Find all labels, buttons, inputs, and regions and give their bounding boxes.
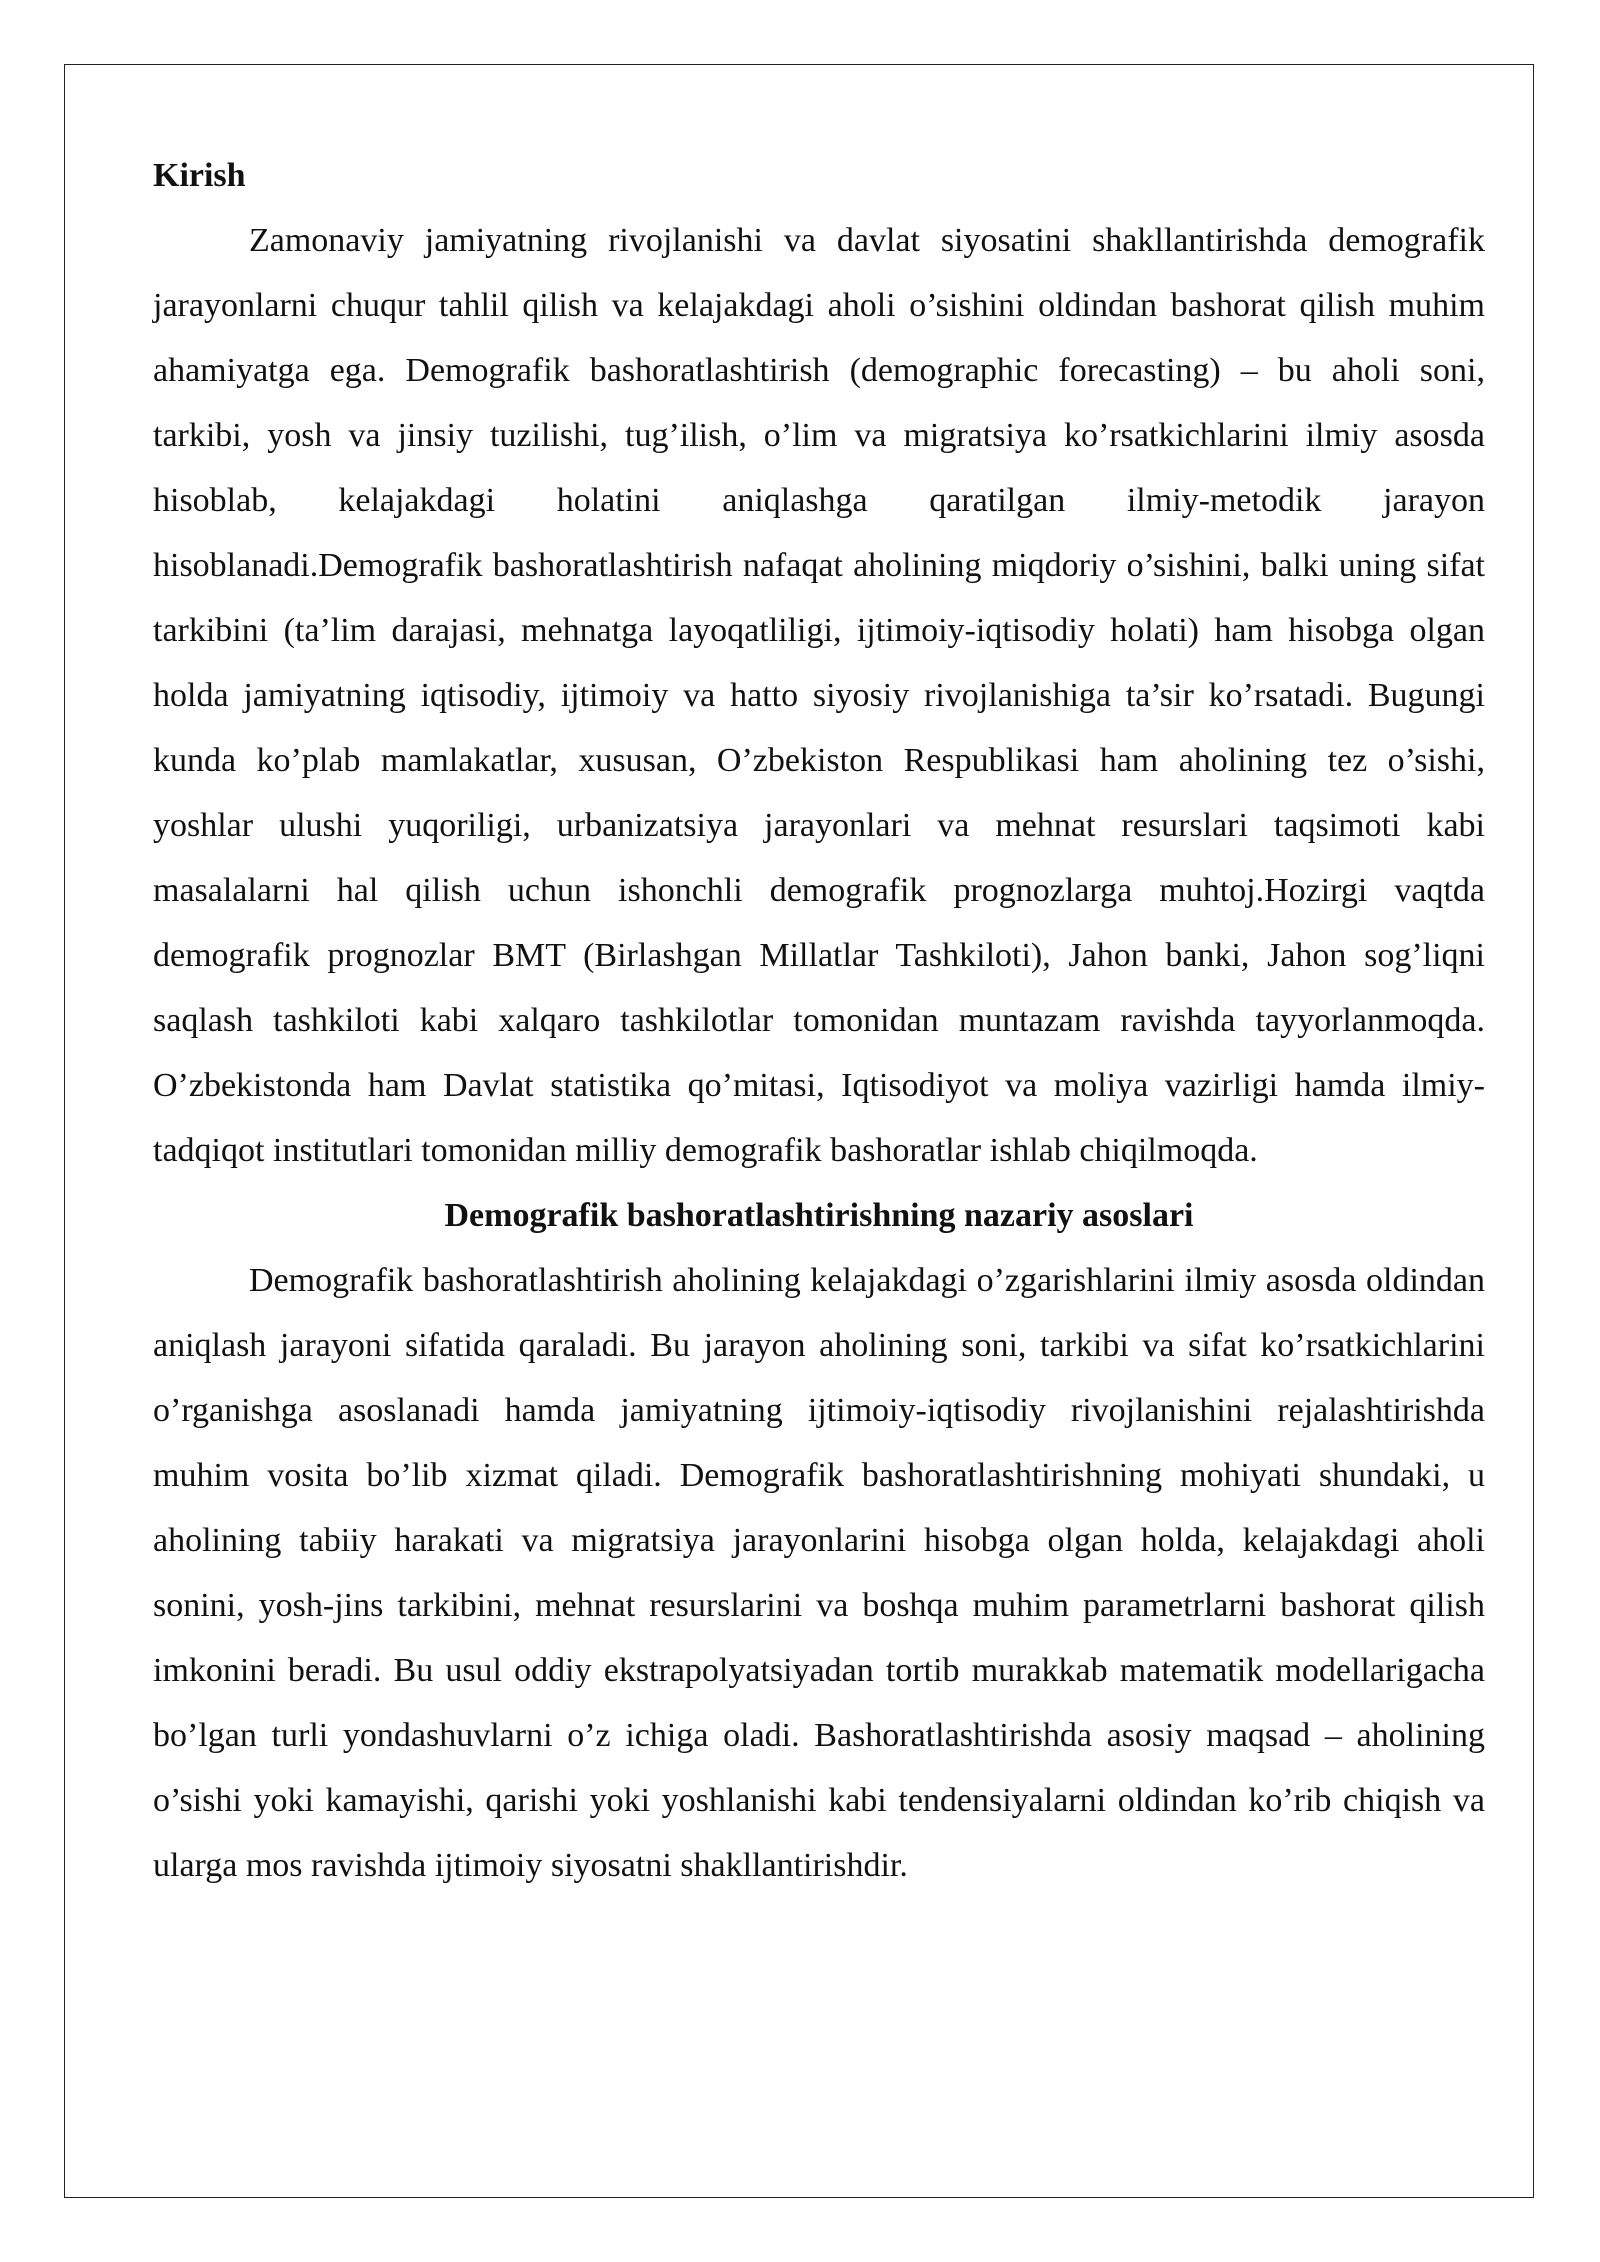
intro-paragraph: Zamonaviy jamiyatning rivojlanishi va davlat siyosatini shakllantirishda demografik jarayonlarni chuqur tahlil qilish va kelajakdagi aholi o’sishini oldindan bashorat qilish muhim ahamiyatga ega. Demografik bashoratlashtirish (demographic forecasting) – bu aholi soni, tarkibi, yosh va jinsiy tuzilishi, tug’ilish, o’lim va migratsiya ko’rsatkichlarini ilmiy asosda hisoblab, kelajakdagi holatini aniqlashga qaratilgan ilmiy-metodik jarayon hisoblanadi.Demografik bashoratlashtirish nafaqat aholining miqdoriy o’sishini, balki uning sifat tarkibini (ta’lim darajasi, mehnatga layoqatliligi, ijtimoiy-iqtisodiy holati) ham hisobga olgan holda jamiyatning iqtisodiy, ijtimoiy va hatto siyosiy rivojlanishiga ta’sir ko’rsatadi. Bugungi kunda ko’plab mamlakatlar, xususan, O’zbekiston Respublikasi ham aholining tez o’sishi, yoshlar ulushi yuqoriligi, urbanizatsiya jarayonlari va mehnat resurslari taqsimoti kabi masalalarni hal qilish uchun ishonchli demografik prognozlarga muhtoj.Hozirgi vaqtda demografik prognozlar BMT (Birlashgan Millatlar Tashkiloti), Jahon banki, Jahon sog’liqni saqlash tashkiloti kabi xalqaro tashkilotlar tomonidan muntazam ravishda tayyorlanmoqda. O’zbekistonda ham Davlat statistika qo’mitasi, Iqtisodiyot va moliya vazirligi hamda ilmiy-tadqiqot institutlari tomonidan milliy demografik bashoratlar ishlab chiqilmoqda. (153, 222, 1485, 1169)
document-title: Kirish (153, 157, 246, 194)
section-paragraph: Demografik bashoratlashtirish aholining kelajakdagi o’zgarishlarini ilmiy asosda oldindan aniqlash jarayoni sifatida qaraladi. Bu jarayon aholining soni, tarkibi va sifat ko’rsatkichlarini o’rganishga asoslanadi hamda jamiyatning ijtimoiy-iqtisodiy rivojlanishini rejalashtirishda muhim vosita bo’lib xizmat qiladi. Demografik bashoratlashtirishning mohiyati shundaki, u aholining tabiiy harakati va migratsiya jarayonlarini hisobga olgan holda, kelajakdagi aholi sonini, yosh-jins tarkibini, mehnat resurslarini va boshqa muhim parametrlarni bashorat qilish imkonini beradi. Bu usul oddiy ekstrapolyatsiyadan tortib murakkab matematik modellarigacha bo’lgan turli yondashuvlarni o’z ichiga oladi. Bashoratlashtirishda asosiy maqsad – aholining o’sishi yoki kamayishi, qarishi yoki yoshlanishi kabi tendensiyalarni oldindan ko’rib chiqish va ularga mos ravishda ijtimoiy siyosatni shakllantirishdir. (153, 1262, 1485, 1884)
section-title: Demografik bashoratlashtirishning nazariy asoslari (444, 1197, 1194, 1234)
document-body (153, 143, 1485, 1898)
